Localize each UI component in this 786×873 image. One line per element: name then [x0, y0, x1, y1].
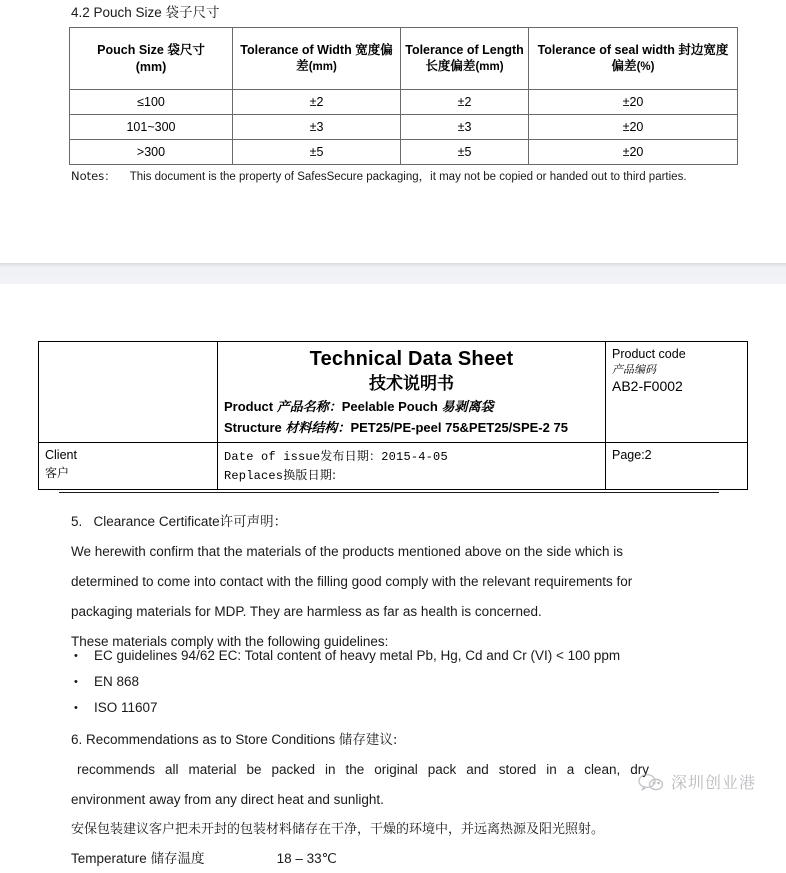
list-item: • EC guidelines 94/62 EC: Total content of heavy metal Pb, Hg, Cd and Cr (VI) < 100 ppm	[71, 643, 721, 669]
word: a	[566, 762, 575, 777]
list-item: • EN 868	[71, 669, 721, 695]
col-header-unit: (mm)	[308, 61, 337, 73]
col-header-cn: 宽度偏差	[296, 41, 393, 73]
tds-client-cell	[39, 443, 218, 490]
col-header-unit: (mm)	[475, 61, 504, 73]
table-row	[70, 90, 738, 115]
section-5-paragraph-line: determined to come into contact with the filling good comply with the relevant requirements for	[71, 574, 633, 589]
col-header-unit: (%)	[636, 61, 655, 73]
guidelines-bullet-list	[71, 643, 721, 721]
col-header-tolerance-length	[401, 28, 529, 90]
col-header-en: Tolerance of Width	[240, 42, 352, 57]
col-header-unit: (mm)	[135, 59, 167, 74]
tds-title-row	[39, 342, 748, 443]
date-label-cn: 发布日期：	[320, 449, 382, 463]
word: in	[324, 762, 336, 777]
word: the	[345, 762, 365, 777]
cell-tol-seal: ±20	[529, 140, 738, 165]
date-value: 2015-4-05	[381, 450, 448, 464]
table-row	[70, 140, 738, 165]
word: be	[246, 762, 262, 777]
justified-word-row	[71, 755, 649, 785]
section-6-line-2: environment away from any direct heat and sunlight.	[71, 792, 384, 807]
tds-page-cell	[606, 443, 748, 490]
replaces-label-cn: 换版日期:	[283, 468, 337, 482]
section-5-number: 5.	[71, 514, 83, 529]
document-page-fragment-top	[0, 0, 786, 263]
product-code-label: Product code	[612, 347, 686, 361]
section-5-title-en: Clearance Certificate	[93, 514, 220, 529]
col-header-en: Pouch Size	[97, 43, 164, 57]
word: recommends	[77, 762, 156, 777]
date-of-issue-line	[224, 447, 599, 466]
cell-tol-width: ±5	[233, 140, 401, 165]
cell-tol-length: ±3	[401, 115, 529, 140]
product-value-cn: 易剥离袋	[441, 400, 494, 415]
page-number-label: Page:2	[612, 448, 652, 462]
temperature-value: 18 – 33℃	[276, 851, 337, 866]
structure-label-cn: 材料结构：	[285, 421, 351, 436]
pouch-size-table	[69, 27, 738, 165]
structure-value: PET25/PE-peel 75&PET25/SPE-2 75	[350, 420, 568, 435]
product-label-cn: 产品名称：	[276, 400, 342, 415]
word: dry	[630, 762, 649, 777]
watermark-badge	[638, 770, 756, 793]
client-label-cn: 客户	[45, 466, 70, 480]
cell-tol-length: ±5	[401, 140, 529, 165]
table-header-row	[70, 28, 738, 90]
word: packed	[271, 762, 316, 777]
word: clean,	[584, 762, 621, 777]
watermark-text: 深圳创业港	[671, 773, 757, 792]
cell-tol-seal: ±20	[529, 90, 738, 115]
product-label-en: Product	[224, 399, 274, 414]
table-row	[70, 115, 738, 140]
section-5-paragraph-line: packaging materials for MDP. They are harmless as far as health is concerned.	[71, 604, 542, 619]
product-value: Peelable Pouch	[341, 399, 438, 414]
word: original	[374, 762, 418, 777]
notes-text: This document is the property of SafesSecure packaging，it may not be copied or handed out to third parties.	[129, 171, 687, 183]
speech-bubble-logo-icon	[638, 772, 664, 792]
word: pack	[427, 762, 457, 777]
section-5-paragraph-line: These materials comply with the following guidelines:	[71, 634, 389, 649]
section-5-body	[71, 507, 721, 657]
tds-meta-row	[39, 443, 748, 490]
page-separator-band	[0, 263, 786, 285]
col-header-en: Tolerance of seal width	[537, 42, 675, 57]
tds-title-cell	[218, 342, 606, 443]
section-5-title-cn: 许可声明：	[219, 514, 288, 530]
document-page-fragment-bottom	[0, 285, 786, 867]
word: all	[165, 762, 179, 777]
section-6-heading	[71, 725, 721, 755]
temperature-label-cn: 储存温度	[150, 851, 205, 867]
replaces-line	[224, 466, 599, 485]
page-title-cn: 技术说明书	[369, 374, 454, 394]
list-item: • ISO 11607	[71, 695, 721, 721]
section-6-line-1	[71, 755, 721, 785]
tds-product-code-cell	[606, 342, 748, 443]
word: material	[188, 762, 237, 777]
col-header-tolerance-seal-width	[529, 28, 738, 90]
cell-pouch-size: >300	[70, 140, 233, 165]
cell-pouch-size: 101~300	[70, 115, 233, 140]
cell-tol-seal: ±20	[529, 115, 738, 140]
technical-data-sheet-header-table	[38, 341, 748, 490]
col-header-cn: 长度偏差	[425, 58, 476, 73]
col-header-cn: 封边宽度偏差	[611, 41, 729, 73]
cell-tol-width: ±2	[233, 90, 401, 115]
word: stored	[498, 762, 537, 777]
notes-line	[71, 168, 687, 185]
section-6-body	[71, 725, 721, 873]
tds-dates-cell	[218, 443, 606, 490]
page-title: Technical Data Sheet	[309, 348, 514, 370]
notes-label: Notes：	[71, 169, 116, 183]
product-code-label-cn: 产品编码	[612, 363, 656, 376]
section-heading-4-2: 4.2 Pouch Size 袋子尺寸	[71, 5, 220, 20]
word: in	[546, 762, 557, 777]
section-6-line-cn: 安保包装建议客户把未开封的包装材料储存在干净，干燥的环境中，并远离热源及阳光照射。	[71, 822, 605, 837]
section-5-heading	[71, 507, 721, 537]
cell-tol-length: ±2	[401, 90, 529, 115]
structure-label-en: Structure	[224, 420, 282, 435]
col-header-tolerance-width	[233, 28, 401, 90]
cell-pouch-size: ≤100	[70, 90, 233, 115]
tds-blank-cell	[39, 342, 218, 443]
structure-line	[224, 418, 599, 438]
col-header-en: Tolerance of Length	[405, 42, 524, 57]
temperature-row	[71, 845, 721, 873]
section-5-paragraph-line: We herewith confirm that the materials of the products mentioned above on the side which is	[71, 544, 624, 559]
cell-tol-width: ±3	[233, 115, 401, 140]
product-name-line	[224, 397, 599, 417]
word: and	[466, 762, 489, 777]
temperature-label-en: Temperature	[71, 851, 147, 866]
product-code-value: AB2-F0002	[612, 378, 683, 394]
section-6-heading-cn: 储存建议:	[338, 732, 398, 748]
date-label: Date of issue	[224, 450, 321, 464]
replaces-label: Replaces	[224, 469, 284, 483]
col-header-cn: 袋尺寸	[167, 42, 205, 57]
horizontal-divider	[59, 492, 719, 493]
col-header-pouch-size	[70, 28, 233, 90]
section-6-heading-en: 6. Recommendations as to Store Conditions	[71, 732, 336, 747]
client-label: Client	[45, 448, 77, 462]
